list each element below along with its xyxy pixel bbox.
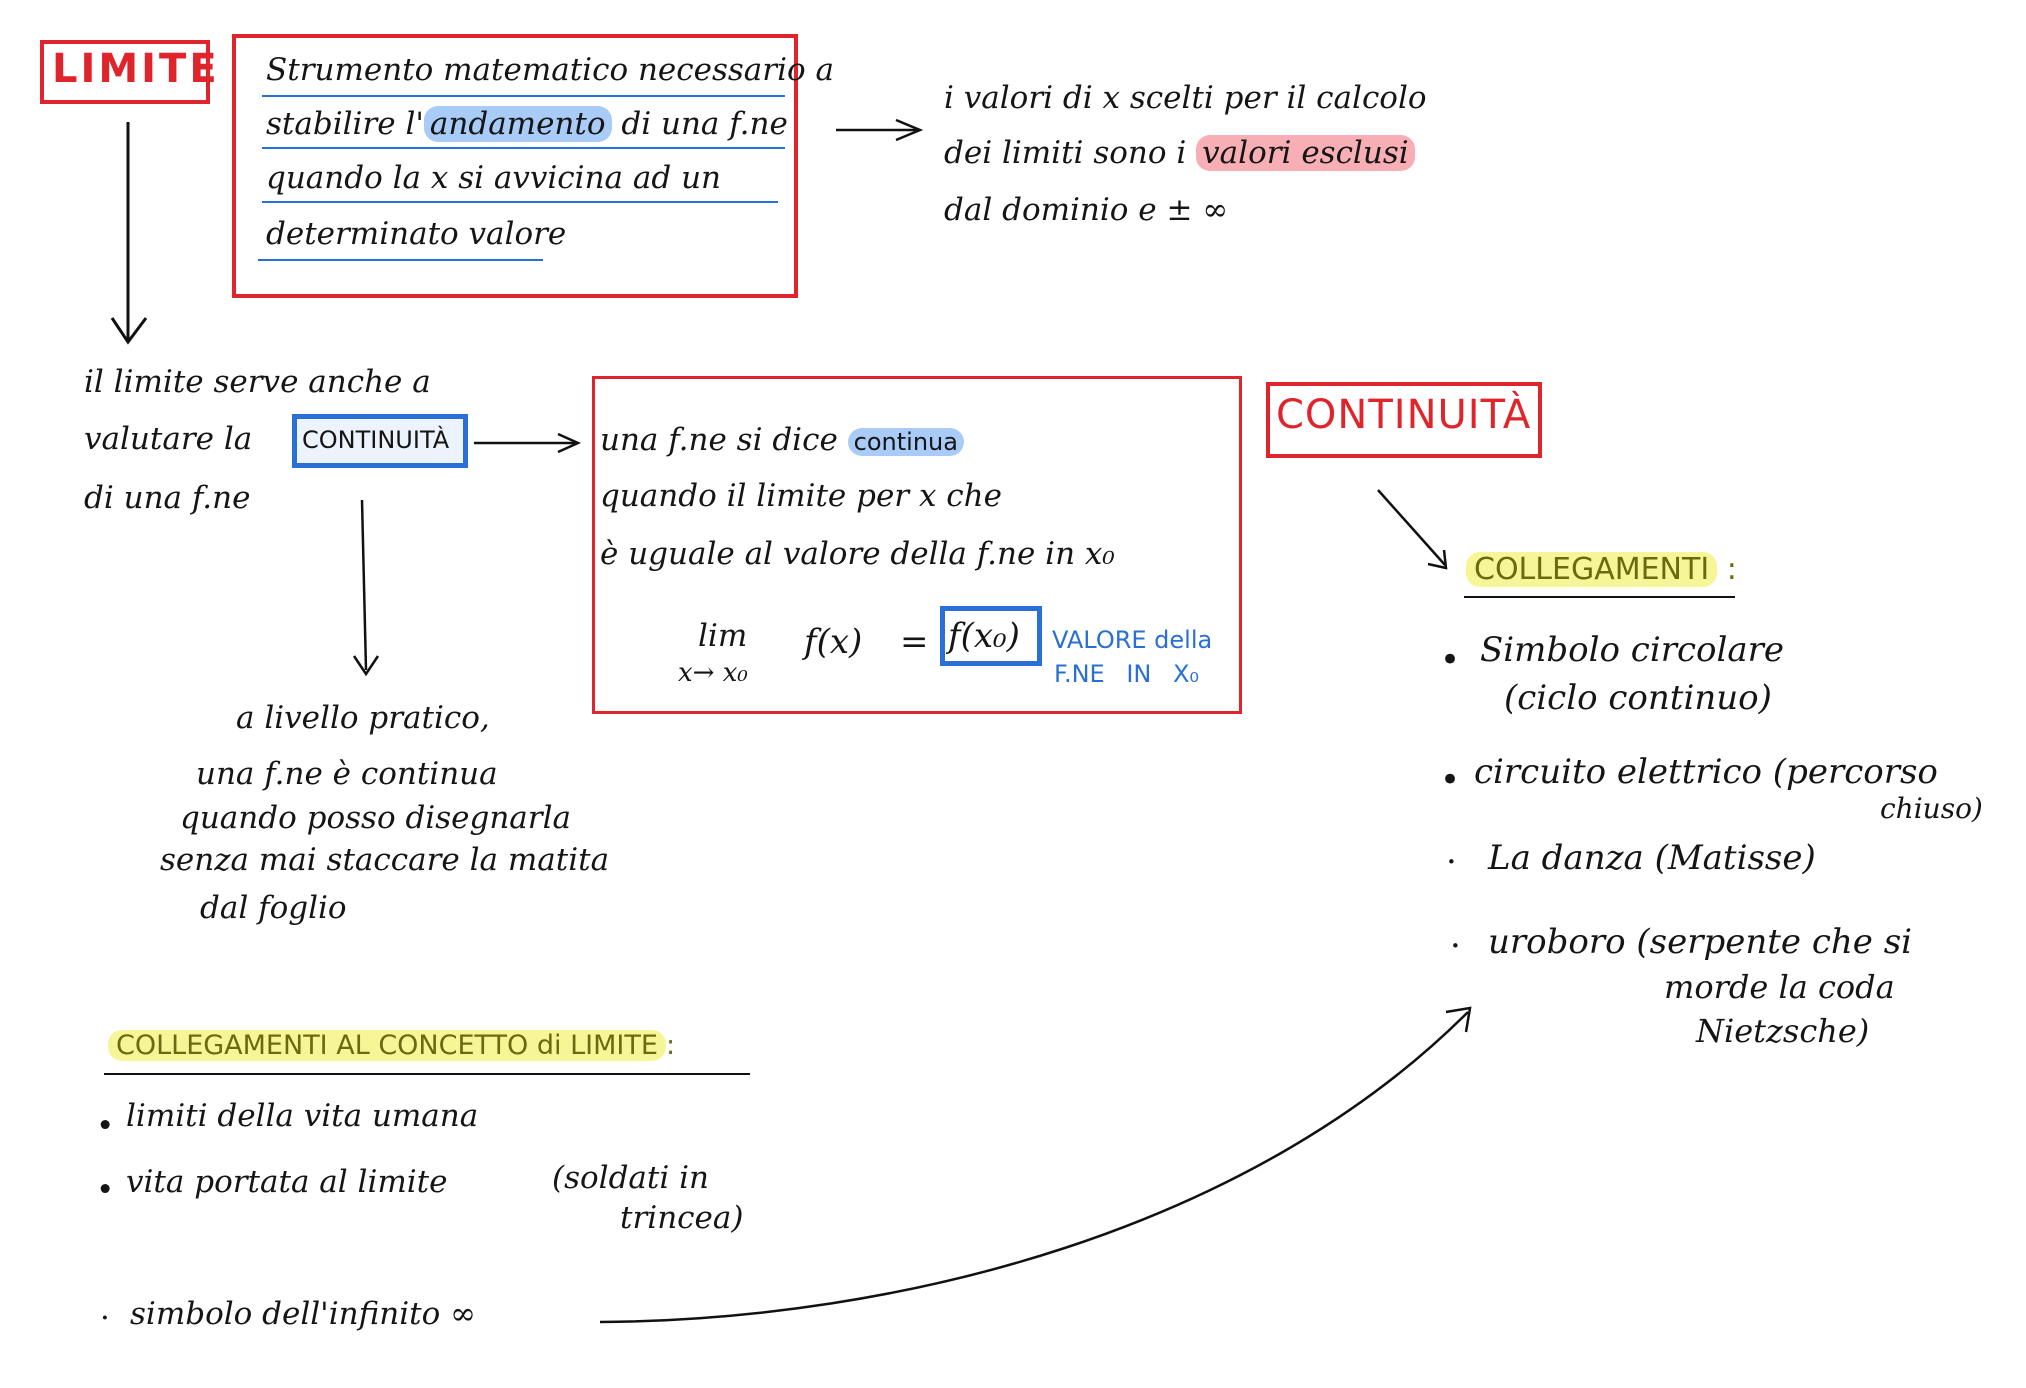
limite-bullet-2: • bbox=[96, 1172, 115, 1208]
coll-item-4b: morde la coda bbox=[1664, 968, 1895, 1006]
valori-esclusi-highlight: valori esclusi bbox=[1196, 135, 1414, 171]
valore-note-2: F.NE IN X₀ bbox=[1054, 660, 1200, 688]
valori-text: dei limiti sono i bbox=[944, 135, 1187, 171]
definition-line-1: Strumento matematico necessario a bbox=[266, 52, 835, 88]
pratico-line-3: quando posso disegnarla bbox=[180, 800, 571, 836]
valori-line-2 bbox=[944, 135, 1415, 171]
coll-item-2b: chiuso) bbox=[1880, 792, 1983, 825]
uso-limite-line-1: il limite serve anche a bbox=[84, 364, 431, 400]
collegamenti-limite-title-text: COLLEGAMENTI AL CONCETTO di LIMITE bbox=[108, 1030, 666, 1061]
uso-limite-line-3: di una f.ne bbox=[84, 480, 251, 516]
collegamenti-limite-title: COLLEGAMENTI AL CONCETTO di LIMITE : bbox=[108, 1030, 675, 1061]
limite-bullet-1: • bbox=[96, 1108, 115, 1144]
uso-limite-line-2: valutare la bbox=[84, 421, 253, 457]
collegamenti-title-text: COLLEGAMENTI bbox=[1466, 552, 1717, 587]
definition-text-end: di una f.ne bbox=[621, 106, 788, 142]
coll-bullet-2: • bbox=[1440, 760, 1461, 800]
continuita-word: CONTINUITÀ bbox=[302, 426, 450, 454]
valori-line-1: i valori di x scelti per il calcolo bbox=[944, 80, 1427, 116]
contdef-line-2: quando il limite per x che bbox=[600, 478, 1002, 514]
pratico-line-2: una f.ne è continua bbox=[196, 756, 498, 792]
lim-subscript: x→ x₀ bbox=[678, 658, 748, 688]
pratico-line-5: dal foglio bbox=[200, 890, 347, 926]
continuita-title: CONTINUITÀ bbox=[1276, 392, 1532, 438]
continua-highlight: continua bbox=[848, 428, 964, 456]
limite-item-2: vita portata al limite bbox=[126, 1164, 448, 1200]
coll-item-1b: (ciclo continuo) bbox=[1504, 678, 1772, 718]
definition-line-3: quando la x si avvicina ad un bbox=[266, 160, 721, 196]
equals-sign: = bbox=[900, 622, 929, 662]
definition-line-2 bbox=[266, 106, 788, 142]
andamento-highlight: andamento bbox=[424, 106, 612, 142]
coll-bullet-1: • bbox=[1440, 640, 1461, 680]
coll-item-4: uroboro (serpente che si bbox=[1488, 922, 1913, 962]
fx0-label: f(x₀) bbox=[948, 616, 1020, 656]
contdef-line-3: è uguale al valore della f.ne in x₀ bbox=[600, 536, 1115, 572]
pratico-line-1: a livello pratico, bbox=[236, 700, 490, 736]
contdef-line-1 bbox=[600, 422, 964, 458]
coll-item-4c: Nietzsche) bbox=[1696, 1012, 1870, 1050]
coll-bullet-3: · bbox=[1446, 842, 1457, 882]
limite-bullet-3: · bbox=[100, 1300, 110, 1336]
contdef-text: una f.ne si dice bbox=[600, 422, 838, 458]
fx-label: f(x) bbox=[804, 622, 863, 662]
definition-line-4: determinato valore bbox=[266, 216, 567, 252]
definition-text: stabilire l' bbox=[266, 106, 424, 142]
limite-item-2-paren1: (soldati in bbox=[552, 1160, 710, 1196]
valore-note-1: VALORE della bbox=[1052, 626, 1213, 654]
coll-item-2: circuito elettrico (percorso bbox=[1474, 752, 1938, 792]
limite-title: LIMITE bbox=[52, 46, 220, 92]
pratico-line-4: senza mai staccare la matita bbox=[160, 842, 610, 878]
limite-item-2-paren2: trincea) bbox=[620, 1200, 744, 1236]
coll-bullet-4: · bbox=[1450, 926, 1461, 966]
limite-item-1: limiti della vita umana bbox=[126, 1098, 479, 1134]
limite-item-3: simbolo dell'infinito ∞ bbox=[130, 1296, 476, 1332]
collegamenti-title: COLLEGAMENTI : bbox=[1466, 552, 1737, 587]
coll-item-3: La danza (Matisse) bbox=[1488, 838, 1816, 878]
coll-item-1: Simbolo circolare bbox=[1480, 630, 1784, 670]
valori-line-3: dal dominio e ± ∞ bbox=[944, 192, 1229, 228]
lim-label: lim bbox=[698, 618, 748, 654]
